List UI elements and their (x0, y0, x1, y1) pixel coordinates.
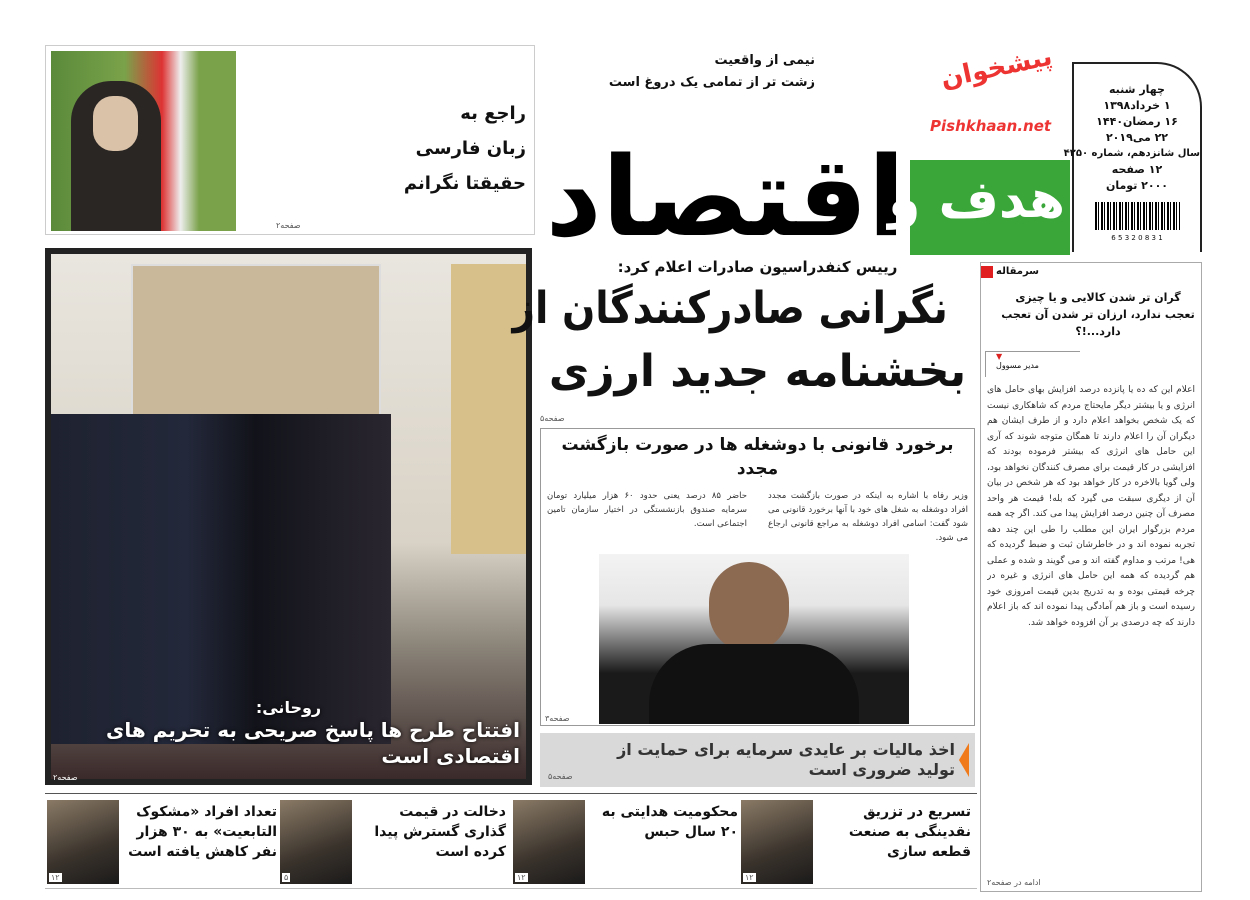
tax-headline: اخذ مالیات بر عایدی سرمایه برای حمایت از تولید ضروری است (617, 740, 955, 779)
page-ref: صفحه۲ (53, 773, 78, 782)
lead-headline: نگرانی صادرکنندگان از (512, 283, 948, 334)
page-ref: صفحه۳ (545, 714, 570, 723)
logo-sub: هدف و (888, 170, 1065, 230)
editorial-label: سرمقاله (996, 266, 1040, 277)
continued-ref: ادامه در صفحه۲ (987, 878, 1041, 887)
watermark: پیشخوان (938, 41, 1055, 95)
editorial-body: اعلام این که ده یا پانزده درصد افزایش بهای حامل های انرژی و یا بیشتر دیگر مایحتاج مردم که شاهکاری نیست که یک شخص بخواهد اعلام دارد و از طرف ایشان هم دیگران آن را اعلام دارند تا همگان متوجه شوند که آری این حامل های انرژی که بیشتر فرموده بودند که افزایشی در کار قیمت برای مصرف کنندگان نخواهد بود، ولی گویا بالاخره در کار خواهد بود که هر شخص در بیان آن از دیگری سبقت می گیرد که بله! قیمت هر واحد مصرف آن چنین درصد افزایش پیدا می کند. اگر چه همه مردم بزرگوار ایران این مطلب را طی این چند دهه تجربه نموده اند و در خاطرشان ثبت و ضبط گردیده که هی! مرتب و مداوم گفته اند و می گویند و شده و عملی هم گردیده که همه این حامل های انرژی و غیره در چرخه قیمتی بوده و به تدریج بدین قیمت امروزی خود رسیده است و باز هم آمادگی پیدا نموده اند که باز اعلام دارند که چه درصدی بر آن افزوده خواهد شد. (987, 385, 1195, 628)
second-story[interactable] (540, 428, 975, 726)
page-ref: صفحه۲ (276, 221, 301, 230)
bottom-teasers (45, 793, 977, 889)
orange-marker-icon (959, 743, 969, 777)
main-photo-story[interactable] (45, 248, 532, 785)
issue-info: چهار شنبه ۱ خرداد۱۳۹۸ ۱۶ رمضان۱۴۴۰ ۲۲ می۲۰۱۹ سال شانزدهم، شماره ۴۲۵۰ ۱۲ صفحه ۲۰۰۰ تومان 1 3 8 0 2 3 5 6 (1072, 62, 1202, 252)
bottom-headline: تعداد افراد «مشکوک التابعیت» به ۳۰ هزار نفر کاهش یافته است (128, 804, 277, 860)
page-ref: صفحه۵ (548, 772, 573, 781)
logo-main-wrap (545, 133, 906, 261)
person-photo (741, 800, 813, 884)
second-headline: برخورد قانونی با دوشغله ها در صورت بازگشت مجدد (561, 435, 954, 479)
barcode (1095, 202, 1180, 230)
bottom-headline: محکومیت هدایتی به ۲۰ سال حبس (601, 804, 738, 840)
bottom-item[interactable]: محکومیت هدایتی به ۲۰ سال حبس ۱۲ (513, 800, 738, 884)
bottom-item[interactable]: تسریع در تزریق نقدینگی به صنعت قطعه سازی ۱۲ (741, 800, 971, 884)
watermark-url: Pishkhaan.net (930, 117, 1052, 135)
photo-kicker: روحانی: (255, 698, 322, 717)
person-photo (280, 800, 352, 884)
leader-photo (51, 51, 236, 231)
teaser-line: راجع به (460, 103, 526, 124)
lead-kicker: رییس کنفدراسیون صادرات اعلام کرد: (617, 258, 898, 276)
story-column: وزیر رفاه با اشاره به اینکه در صورت بازگشت مجدد افراد دوشغله به شغل های خود با آنها برخورد قانونی می شود گفت: اسامی افراد دوشغله به مراجع قانونی ارجاع می شود. (768, 491, 968, 543)
tagline: زشت تر از تمامی یک دروغ است (608, 75, 815, 90)
lead-headline: بخشنامه جدید ارزی (548, 346, 967, 397)
teaser-line: حقیقتا نگرانم (403, 173, 526, 194)
teaser-line: زبان فارسی (415, 138, 526, 159)
photo-headline: افتتاح طرح ها پاسخ صریحی به تحریم های اقتصادی است (106, 718, 520, 768)
tagline: نیمی از واقعیت (714, 53, 815, 68)
editorial-title: گران تر شدن کالایی و یا چیزی تعجب ندارد، ارزان تر شدن آن تعجب دارد...!؟ (1001, 291, 1195, 338)
page-ref: صفحه۵ (540, 414, 565, 423)
lead-story[interactable] (512, 258, 975, 426)
editorial-author: مدیر مسوول (996, 361, 1039, 370)
bottom-headline: دخالت در قیمت گذاری گسترش پیدا کرده است (374, 804, 506, 860)
editorial[interactable]: سرمقاله گران تر شدن کالایی و یا چیزی تعجب ندارد، ارزان تر شدن آن تعجب دارد...!؟ ▼ مدیر مسوول اعلام این که ده یا پانزده درصد افزایش بهای حامل های انرژی و یا بیشتر دیگر مایحتاج مردم که شاهکاری نیست که یک شخص بخواهد اعلام دارد و از طرف ایشان هم دیگران آن را اعلام دارند تا همگان متوجه شوند که آری این حامل های انرژی که بیشتر فرموده بودند که افزایشی در کار قیمت برای مصرف کنندگان نخواهد بود، ولی گویا بالاخره در کار خواهد بود که هر شخص در بیان آن از دیگری سبقت می گیرد که بله! قیمت هر واحد مصرف آن چنین درصد افزایش پیدا می کند. اگر چه همه مردم بزرگوار ایران این مطلب را طی این چند دهه تجربه نموده اند و در خاطرشان ثبت و ضبط گردیده که هی! مرتب و مداوم گفته اند و می گویند و شده و عملی هم گردیده که همه این حامل های انرژی و غیره در چرخه قیمتی بوده و به تدریج بدین قیمت امروزی خود رسیده است و باز هم آمادگی پیدا نموده اند که باز اعلام دارند که چه درصدی بر آن افزوده خواهد شد. ادامه در صفحه۲ (980, 262, 1202, 892)
person-photo (47, 800, 119, 884)
minister-photo (599, 554, 909, 724)
bottom-headline: تسریع در تزریق نقدینگی به صنعت قطعه سازی (848, 804, 971, 860)
tax-story-bar[interactable] (540, 733, 975, 787)
red-square-icon (981, 266, 993, 278)
masthead (540, 41, 1070, 261)
bottom-item[interactable]: دخالت در قیمت گذاری گسترش پیدا کرده است ۵ (280, 800, 510, 884)
person-photo (513, 800, 585, 884)
top-left-teaser[interactable] (45, 45, 535, 235)
story-column: حاضر ۸۵ درصد یعنی حدود ۶۰ هزار میلیارد تومان سرمایه صندوق بازنشستگی در اختیار سازمان تامین اجتماعی است. (547, 491, 747, 529)
bottom-item[interactable]: تعداد افراد «مشکوک التابعیت» به ۳۰ هزار نفر کاهش یافته است ۱۲ (47, 800, 277, 884)
logo-main: اقتصاد (545, 133, 906, 261)
